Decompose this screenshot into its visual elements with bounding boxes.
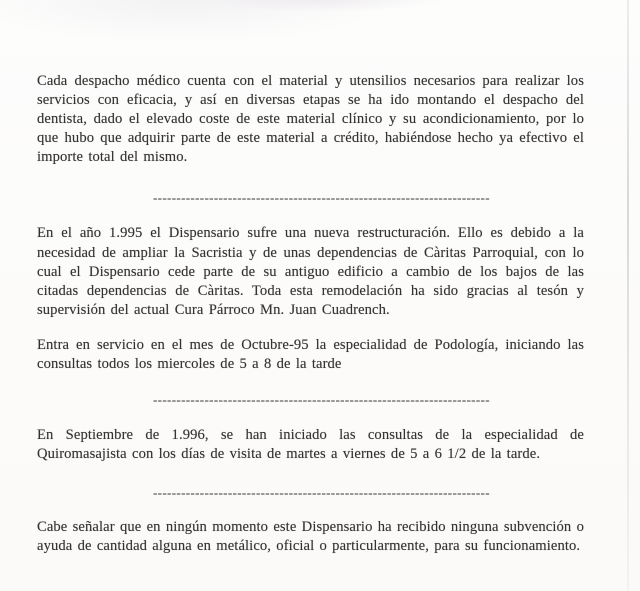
dashed-divider-1: ------------------------------------------------------------------------ bbox=[153, 190, 490, 206]
dashed-divider-3: ------------------------------------------------------------------------ bbox=[153, 485, 490, 501]
paragraph-despacho-medico: Cada despacho médico cuenta con el material y utensilios necesarios para realizar los servicios con eficacia, y así en diversas etapas se ha ido montando el despacho del dentista, dado el elevado coste de este material clínico y su acondicionamiento, por lo que hubo que adquirir parte de este material a crédito, habiéndose hecho ya efectivo el importe total del mismo. bbox=[37, 73, 584, 166]
scan-artifact-top bbox=[150, 0, 490, 26]
paragraph-sin-subvencion: Cabe señalar que en ningún momento este Dispensario ha recibido ninguna subvención o ayuda de cantidad alguna en metálico, oficial o particularmente, para su funcionamiento. bbox=[37, 519, 584, 555]
document-body bbox=[37, 72, 584, 557]
dashed-divider-2: ------------------------------------------------------------------------ bbox=[153, 392, 490, 408]
paragraph-restructuracion-1995: En el año 1.995 el Dispensario sufre una nueva restructuración. Ello es debido a la necesidad de ampliar la Sacristia y de unas dependencias de Càritas Parroquial, con lo cual el Dispensario cede parte de su antiguo edificio a cambio de los bajos de las citadas dependencias de Càritas. Toda esta remodelación ha sido gracias al tesón y supervisión del actual Cura Párroco Mn. Juan Cuadrench. bbox=[37, 225, 584, 318]
paragraph-podologia-octubre95: Entra en servicio en el mes de Octubre-95 la especialidad de Podología, iniciando las consultas todos los miercoles de 5 a 8 de la tarde bbox=[37, 336, 584, 373]
paragraph-quiromasajista-1996: En Septiembre de 1.996, se han iniciado las consultas de la especialidad de Quiromasajista con los días de visita de martes a viernes de 5 a 6 1/2 de la tarde. bbox=[37, 427, 584, 463]
scan-edge-artifact bbox=[627, 0, 629, 591]
